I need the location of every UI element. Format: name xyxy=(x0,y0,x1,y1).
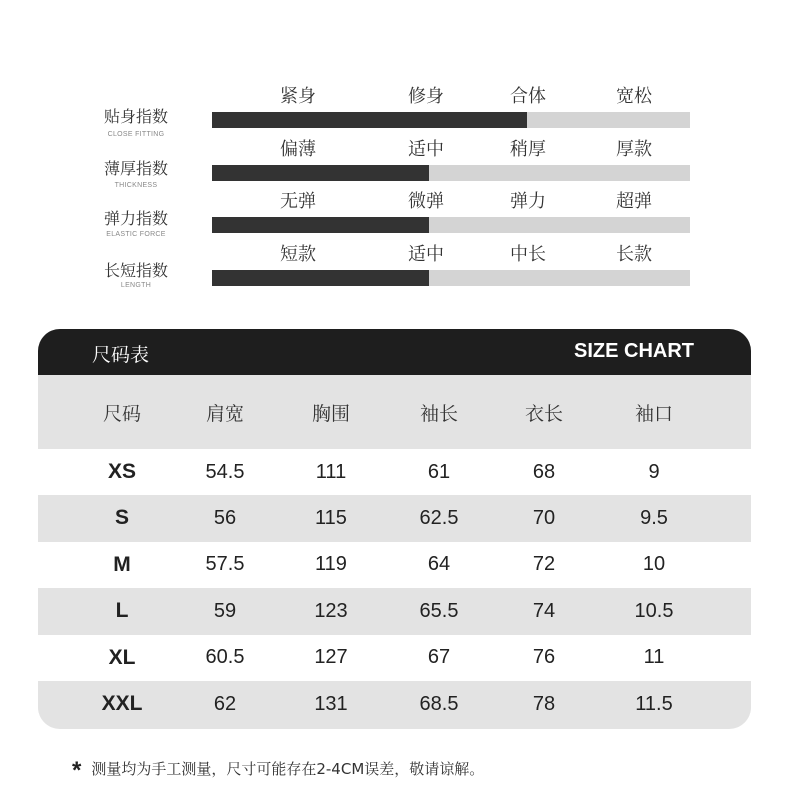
size-cell: M xyxy=(113,552,131,576)
index-bar-fill xyxy=(212,270,429,286)
index-scale-label: 宽松 xyxy=(616,86,652,107)
size-cell: S xyxy=(114,506,129,530)
index-scale-label: 短款 xyxy=(280,244,316,265)
table-row xyxy=(38,588,751,634)
table-cell: 65.5 xyxy=(419,599,459,622)
table-cell: 72 xyxy=(532,553,556,576)
index-bar xyxy=(212,217,690,233)
index-bar xyxy=(212,112,690,128)
index-scale-labels xyxy=(212,187,690,211)
table-cell: 111 xyxy=(315,460,347,483)
table-cell: 67 xyxy=(427,646,451,669)
table-cell: 61 xyxy=(427,460,451,483)
table-cell: 127 xyxy=(314,646,348,669)
index-title: 弹力指数 xyxy=(103,209,168,228)
table-cell: 54.5 xyxy=(205,460,245,483)
index-row xyxy=(0,133,790,189)
table-cell: 10.5 xyxy=(634,599,674,622)
index-title: 薄厚指数 xyxy=(103,159,168,178)
size-chart xyxy=(38,329,751,729)
table-row xyxy=(38,495,751,541)
index-bar-fill xyxy=(212,112,527,128)
table-row xyxy=(38,542,751,588)
index-scale-labels xyxy=(212,82,690,106)
table-cell: 74 xyxy=(532,599,556,622)
table-cell: 123 xyxy=(314,599,348,622)
column-header: 尺码 xyxy=(102,402,141,425)
table-cell: 57.5 xyxy=(205,553,245,576)
size-chart-header xyxy=(38,329,751,375)
table-cell: 10 xyxy=(642,553,666,576)
index-scale-label: 合体 xyxy=(510,86,546,107)
index-scale-label: 偏薄 xyxy=(280,139,316,160)
column-header: 衣长 xyxy=(524,402,563,425)
table-cell: 60.5 xyxy=(205,646,245,669)
table-cell: 115 xyxy=(315,506,347,529)
column-header: 袖口 xyxy=(634,402,673,425)
table-cell: 11 xyxy=(643,646,665,669)
asterisk-icon: * xyxy=(72,757,82,784)
index-scale-labels xyxy=(212,240,690,264)
index-subtitle: LENGTH xyxy=(120,282,152,289)
size-cell: XL xyxy=(108,645,136,669)
index-row xyxy=(0,80,790,138)
size-cell: XXL xyxy=(101,692,143,715)
index-scale-label: 适中 xyxy=(408,139,444,160)
index-subtitle: CLOSE FITTING xyxy=(107,131,165,138)
table-cell: 64 xyxy=(427,553,451,576)
index-scale-label: 超弹 xyxy=(616,191,652,212)
index-scale-label: 紧身 xyxy=(280,86,316,107)
index-scale-label: 适中 xyxy=(408,244,444,265)
index-subtitle: THICKNESS xyxy=(114,182,158,189)
index-scale-label: 长款 xyxy=(616,244,652,265)
table-cell: 76 xyxy=(532,646,556,669)
index-bar-fill xyxy=(212,165,429,181)
index-title: 贴身指数 xyxy=(103,107,168,126)
table-cell: 9 xyxy=(648,460,660,483)
index-row xyxy=(0,238,790,290)
table-cell: 119 xyxy=(315,553,347,576)
index-scale-label: 弹力 xyxy=(510,191,546,212)
table-row xyxy=(38,681,751,727)
index-scale-labels xyxy=(212,135,690,159)
table-cell: 68.5 xyxy=(419,692,459,715)
measurement-note-text: 测量均为手工测量，尺寸可能存在2-4CM误差，敬请谅解。 xyxy=(91,759,485,778)
table-cell: 62.5 xyxy=(419,506,459,529)
index-bar xyxy=(212,270,690,286)
index-scale-label: 微弹 xyxy=(408,191,444,212)
table-cell: 78 xyxy=(532,692,556,715)
table-cell: 56 xyxy=(213,506,237,529)
table-cell: 11.5 xyxy=(635,692,673,715)
index-scale-label: 厚款 xyxy=(616,139,652,160)
size-chart-column-headers xyxy=(38,375,751,449)
size-chart-title-en: SIZE CHART xyxy=(574,340,694,362)
table-cell: 9.5 xyxy=(640,506,668,529)
table-row xyxy=(38,449,751,495)
measurement-note xyxy=(72,754,484,782)
size-cell: XS xyxy=(107,460,136,483)
index-bar-fill xyxy=(212,217,429,233)
table-cell: 68 xyxy=(532,460,556,483)
index-bar xyxy=(212,165,690,181)
table-cell: 70 xyxy=(532,506,556,529)
index-scale-label: 中长 xyxy=(510,244,546,265)
table-cell: 59 xyxy=(213,599,237,622)
size-cell: L xyxy=(115,599,129,623)
column-header: 肩宽 xyxy=(205,402,244,425)
index-scale-label: 稍厚 xyxy=(510,139,546,160)
column-header: 胸围 xyxy=(311,402,350,425)
index-row xyxy=(0,185,790,237)
index-title: 长短指数 xyxy=(103,261,168,280)
table-cell: 131 xyxy=(314,692,348,715)
size-chart-title-cn: 尺码表 xyxy=(92,344,150,366)
table-row xyxy=(38,635,751,681)
table-cell: 62 xyxy=(213,692,237,715)
index-scale-label: 无弹 xyxy=(280,191,316,212)
fabric-index-section xyxy=(0,0,790,300)
index-scale-label: 修身 xyxy=(408,86,444,107)
column-header: 袖长 xyxy=(419,402,458,425)
index-subtitle: ELASTIC FORCE xyxy=(106,231,166,238)
